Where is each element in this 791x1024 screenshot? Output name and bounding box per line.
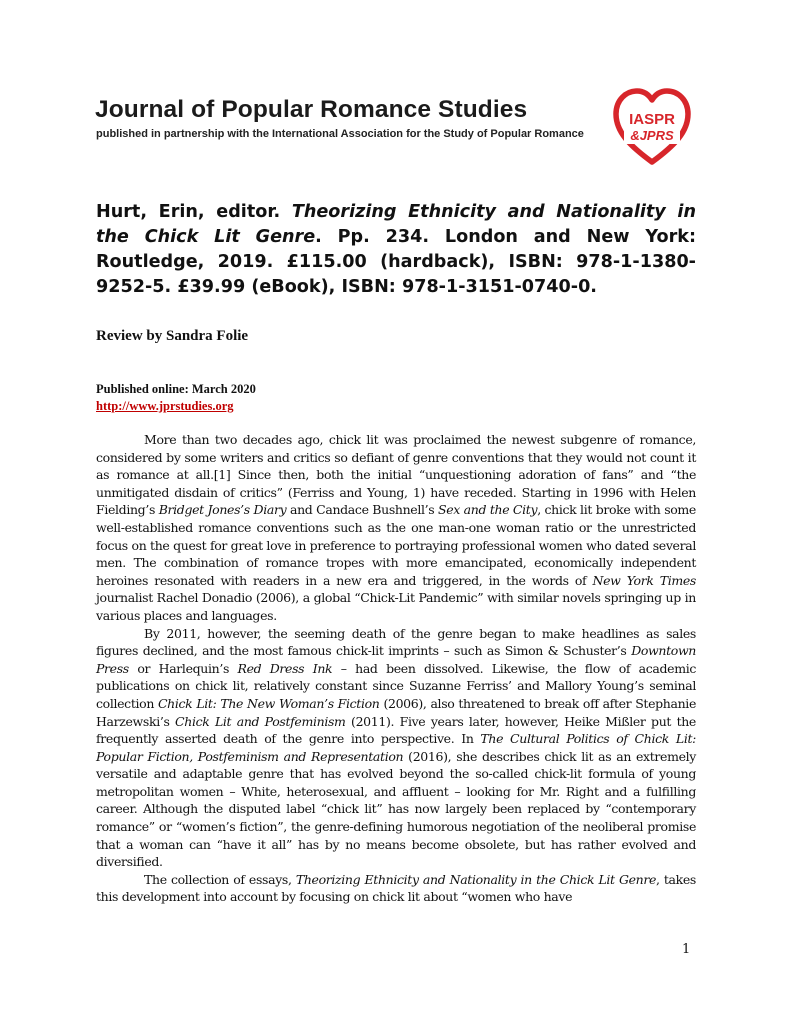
paragraph-1: More than two decades ago, chick lit was proclaimed the newest subgenre of romance, considered by some writers and critics so defiant of genre conventions that they would not count it as romance at all.[1] Since then, both the initial “unquestioning adoration of fans” and “the unmitigated disdain of critics” (Ferriss and Young, 1) have receded. Starting in 1996 with Helen Fielding’s Bridget Jones’s Diary and Candace Bushnell’s Sex and the City, chick lit broke with some well-established romance conventions such as the one man-one woman ratio or the unrestricted focus on the quest for great love in preference to portraying professional women who dated several men. The combination of romance tropes with more emancipated, economically independent heroines resonated with readers in a new era and triggered, in the words of New York Times journalist Rachel Donadio (2006), a global “Chick-Lit Pandemic” with similar novels springing up in various places and languages. <box>96 432 696 623</box>
citation-editor: Hurt, Erin, editor. <box>96 202 292 222</box>
published-date: Published online: March 2020 <box>96 382 256 396</box>
citation-book-title: Theorizing Ethnicity and Nationality in the Chick Lit Genre <box>96 202 696 247</box>
citation-details: . Pp. 234. London and New York: Routledge, 2019. £115.00 (hardback), ISBN: 978-1-1380-9252-5. £39.99 (eBook), ISBN: 978-1-3151-0740-0. <box>96 227 696 297</box>
review-body <box>96 431 696 906</box>
logo-line1: IASPR <box>629 111 675 128</box>
journal-subtitle: published in partnership with the International Association for the Study of Popular Romance <box>96 128 584 140</box>
iaspr-logo <box>612 86 692 168</box>
logo-line2: &JPRS <box>630 128 674 143</box>
paragraph-3: The collection of essays, Theorizing Ethnicity and Nationality in the Chick Lit Genre, takes this development into account by focusing on chick lit about “women who have <box>96 871 696 905</box>
paragraph-2: By 2011, however, the seeming death of the genre began to make headlines as sales figures declined, and the most famous chick-lit imprints – such as Simon & Schuster’s Downtown Press or Harlequin’s Red Dress Ink – had been dissolved. Likewise, the flow of academic publications on chick lit, relatively constant since Suzanne Ferriss’ and Mallory Young’s seminal collection Chick Lit: The New Woman’s Fiction (2006), also threatened to break off after Stephanie Harzewski’s Chick Lit and Postfeminism (2011). Five years later, however, Heike Mißler put the frequently asserted death of the genre into perspective. In The Cultural Politics of Chick Lit: Popular Fiction, Postfeminism and Representation (2016), she describes chick lit as an extremely versatile and adaptable genre that has evolved beyond the so-called chick-lit formula of young metropolitan women – White, heterosexual, and affluent – looking for Mr. Right and a fulfilling career. Although the disputed label “chick lit” has now largely been replaced by “contemporary romance” or “women’s fiction”, the genre-defining humorous negotiation of the neoliberal promise that a woman can “have it all” has by no means become obsolete, but has rather evolved and diversified. <box>96 625 697 870</box>
page-number: 1 <box>682 942 691 957</box>
book-citation <box>96 200 696 300</box>
heart-logo-icon <box>612 86 692 168</box>
journal-title: Journal of Popular Romance Studies <box>95 96 528 123</box>
reviewer-line: Review by Sandra Folie <box>96 328 249 344</box>
journal-website-link[interactable]: http://www.jprstudies.org <box>96 399 234 413</box>
